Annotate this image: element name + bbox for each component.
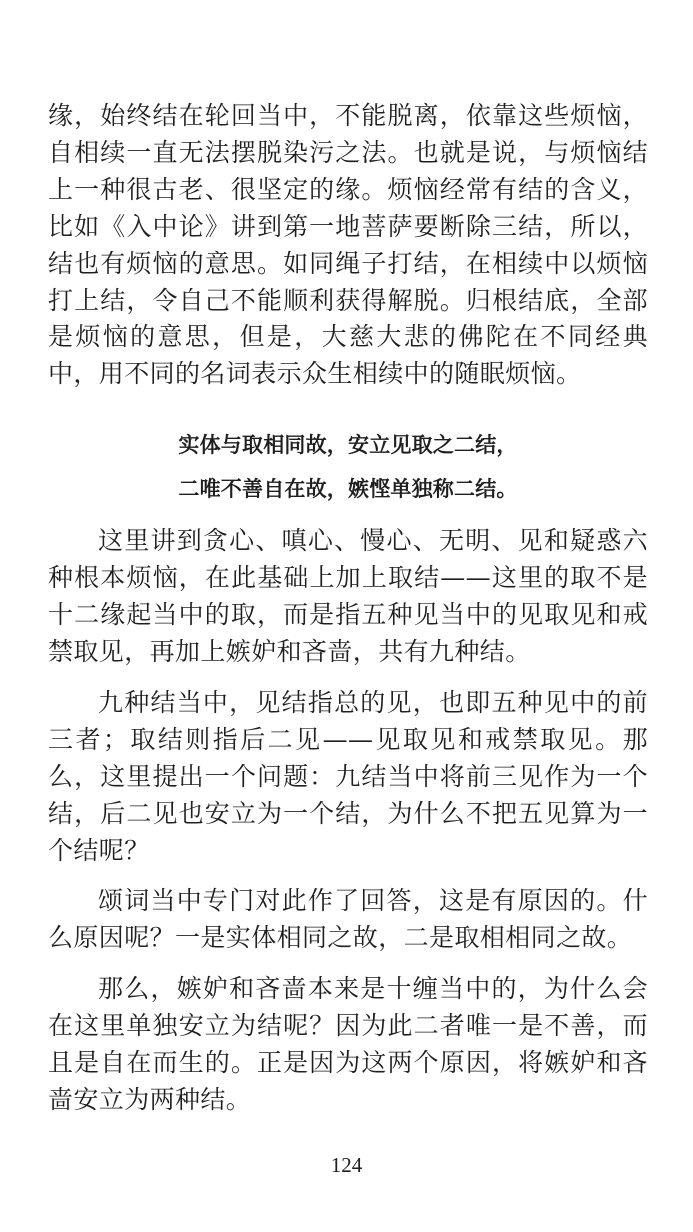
paragraph-2: 这里讲到贪心、嗔心、慢心、无明、见和疑惑六种根本烦恼，在此基础上加上取结——这里的取不是十二缘起当中的取，而是指五种见当中的见取见和戒禁取见，再加上嫉妒和吝啬，共有九种结。: [48, 526, 648, 666]
verse-line-2: 二唯不善自在故，嫉悭单独称二结。: [178, 477, 518, 502]
paragraph-1: 缘，始终结在轮回当中，不能脱离，依靠这些烦恼，自相续一直无法摆脱染污之法。也就是说，与烦恼结上一种很古老、很坚定的缘。烦恼经常有结的含义，比如《入中论》讲到第一地菩萨要断除三结，所以，结也有烦恼的意思。如同绳子打结，在相续中以烦恼打上结，令自己不能顺利获得解脱。归根结底，全部是烦恼的意思，但是，大慈大悲的佛陀在不同经典中，用不同的名词表示众生相续中的随眠烦恼。: [48, 101, 648, 389]
paragraph-gap: [48, 869, 648, 883]
paragraph-4: 颂词当中专门对此作了回答，这是有原因的。什么原因呢？一是实体相同之故，二是取相相同之故。: [48, 886, 648, 953]
verse-line-1: 实体与取相同故，安立见取之二结，: [178, 433, 518, 458]
page-number: 124: [330, 1153, 363, 1177]
page-body: [48, 98, 648, 1119]
paragraph-gap: [48, 671, 648, 685]
verse-block: [48, 423, 648, 511]
paragraph-gap: [48, 957, 648, 971]
paragraph-5: 那么，嫉妒和吝啬本来是十缠当中的，为什么会在这里单独安立为结呢？因为此二者唯一是不善，而且是自在而生的。正是因为这两个原因，将嫉妒和吝啬安立为两种结。: [48, 974, 648, 1114]
paragraph-3: 九种结当中，见结指总的见，也即五种见中的前三者；取结则指后二见——见取见和戒禁取见。那么，这里提出一个问题：九结当中将前三见作为一个结，后二见也安立为一个结，为什么不把五见算为一个结呢？: [48, 687, 648, 865]
